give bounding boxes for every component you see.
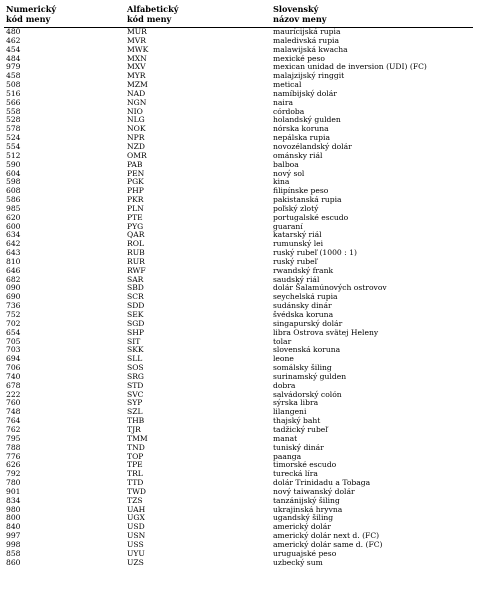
currency-name-cell: nepálska rupia [273,133,330,143]
numeric-code-cell: 626 [6,460,21,470]
currency-name-cell: metical [273,80,302,90]
table-row [0,28,479,37]
currency-name-cell: libra Ostrova svätej Heleny [273,327,379,337]
table-row [0,559,479,568]
alphabetic-code-cell: SZL [127,407,143,417]
numeric-code-cell: 705 [6,336,21,346]
currency-name-cell: naira [273,97,294,107]
alphabetic-code-cell: SLL [127,354,143,364]
currency-name-cell: rumunský lei [273,239,324,249]
currency-name-cell: balboa [273,159,299,169]
numeric-code-cell: 834 [6,495,21,505]
currency-name-cell: americký dolár same d. (FC) [273,539,383,549]
alphabetic-code-cell: SDD [127,301,145,311]
alphabetic-code-cell: SVC [127,389,144,399]
currency-name-cell: namíbijský dolár [273,88,337,98]
currency-name-cell: ukrajinská hryvna [273,504,343,514]
table-row [0,99,479,108]
numeric-code-cell: 484 [6,53,21,63]
table-row [0,205,479,214]
currency-name-cell: paanga [273,451,302,461]
table-row [0,161,479,170]
currency-name-cell: manat [273,433,298,443]
alphabetic-code-cell: UYU [127,548,145,558]
numeric-code-cell: 462 [6,35,21,45]
numeric-code-cell: 578 [6,124,21,134]
numeric-code-cell: 840 [6,522,21,532]
numeric-code-cell: 702 [6,318,21,328]
currency-name-cell: pakistanská rupia [273,195,342,205]
alphabetic-code-cell: MZM [127,80,148,90]
numeric-code-cell: 690 [6,292,21,302]
currency-name-cell: švédska koruna [273,310,334,319]
alphabetic-code-cell: TMM [127,433,148,443]
table-row [0,187,479,196]
alphabetic-code-cell: PTE [127,212,143,222]
table-row [0,391,479,400]
currency-name-cell: tanzánijský šiling [273,495,340,505]
header-numeric-code [6,4,56,24]
alphabetic-code-cell: MXN [127,53,147,63]
currency-name-cell: timorské escudo [273,460,337,470]
numeric-code-cell: 654 [6,327,21,337]
alphabetic-code-cell: PEN [127,168,145,178]
numeric-code-cell: 788 [6,442,21,452]
currency-name-cell: americký dolár next d. (FC) [273,531,380,541]
numeric-code-cell: 604 [6,168,21,178]
alphabetic-code-cell: SBD [127,283,144,293]
currency-name-cell: nový taiwanský dolár [273,486,355,496]
table-row [0,284,479,293]
alphabetic-code-cell: USS [127,539,144,549]
currency-name-cell: seychelská rupia [273,292,338,302]
numeric-code-cell: 706 [6,363,21,373]
numeric-code-cell: 643 [6,248,21,258]
table-row [0,90,479,99]
alphabetic-code-cell: SCR [127,292,144,302]
alphabetic-code-cell: UAH [127,504,146,514]
alphabetic-code-cell: PKR [127,195,144,205]
alphabetic-code-cell: NPR [127,133,145,143]
currency-name-cell: surinamský gulden [273,371,347,381]
numeric-code-cell: 222 [6,389,21,399]
header-numeric-line-2: kód meny [6,14,51,24]
alphabetic-code-cell: TTD [127,478,144,488]
header-alpha-line-2: kód meny [127,14,172,24]
table-row [0,178,479,187]
alphabetic-code-cell: TWD [127,486,146,496]
header-name-line-1: Slovenský [273,4,319,14]
alphabetic-code-cell: PLN [127,203,144,213]
numeric-code-cell: 800 [6,513,21,523]
numeric-code-cell: 634 [6,230,21,240]
table-row [0,170,479,179]
table-row [0,329,479,338]
table-row [0,258,479,267]
currency-name-cell: lilangeni [273,407,307,417]
table-row [0,63,479,72]
table-row [0,470,479,479]
currency-name-cell: singapurský dolár [273,318,343,328]
currency-name-cell: rwandský frank [273,265,334,275]
numeric-code-cell: 512 [6,150,21,160]
table-row [0,382,479,391]
currency-name-cell: saudský riál [273,274,320,284]
table-row [0,152,479,161]
numeric-code-cell: 997 [6,531,21,541]
table-row [0,240,479,249]
currency-name-cell: ruský rubeľ (1000 : 1) [273,248,357,258]
header-slovak-name [273,4,327,24]
table-row [0,267,479,276]
alphabetic-code-cell: PHP [127,186,144,196]
currency-name-cell: kina [273,177,290,187]
currency-name-cell: salvádorský colón [273,389,342,399]
numeric-code-cell: 678 [6,380,21,390]
numeric-code-cell: 985 [6,203,21,213]
numeric-code-cell: 090 [6,283,21,293]
alphabetic-code-cell: STD [127,380,144,390]
currency-name-cell: mexické peso [273,53,325,63]
table-row [0,72,479,81]
table-row [0,231,479,240]
numeric-code-cell: 792 [6,469,21,479]
alphabetic-code-cell: THB [127,416,145,426]
numeric-code-cell: 858 [6,548,21,558]
alphabetic-code-cell: NZD [127,141,146,151]
numeric-code-cell: 764 [6,416,21,426]
numeric-code-cell: 795 [6,433,21,443]
currency-name-cell: slovenská koruna [273,345,341,355]
header-numeric-line-1: Numerický [6,4,57,14]
currency-name-cell: dolár Šalamúnových ostrovov [273,283,387,293]
alphabetic-code-cell: TOP [127,451,144,461]
currency-name-cell: sýrska libra [273,398,319,408]
table-row [0,541,479,550]
table-row [0,373,479,382]
numeric-code-cell: 760 [6,398,21,408]
currency-name-cell: malajzijský ringgit [273,71,345,81]
alphabetic-code-cell: NLG [127,115,145,125]
table-row [0,479,479,488]
numeric-code-cell: 590 [6,159,21,169]
numeric-code-cell: 694 [6,354,21,364]
currency-name-cell: guaraní [273,221,303,231]
numeric-code-cell: 979 [6,62,21,72]
alphabetic-code-cell: TND [127,442,145,452]
table-row [0,276,479,285]
numeric-code-cell: 558 [6,106,21,116]
currency-name-cell: mexican unidad de inversion (UDI) (FC) [273,62,427,72]
alphabetic-code-cell: QAR [127,230,145,240]
currency-name-cell: maledivská rupia [273,35,340,45]
numeric-code-cell: 860 [6,557,21,567]
alphabetic-code-cell: NGN [127,97,147,107]
numeric-code-cell: 780 [6,478,21,488]
numeric-code-cell: 454 [6,44,21,54]
numeric-code-cell: 901 [6,486,21,496]
alphabetic-code-cell: TPE [127,460,143,470]
currency-name-cell: nový sol [273,168,305,178]
alphabetic-code-cell: SHP [127,327,144,337]
numeric-code-cell: 752 [6,310,21,319]
currency-name-cell: turecká líra [273,469,318,479]
table-row [0,444,479,453]
alphabetic-code-cell: MYR [127,71,146,81]
alphabetic-code-cell: UGX [127,513,145,523]
currency-name-cell: poľský zlotý [273,203,319,213]
table-header [0,4,479,28]
table-row [0,550,479,559]
alphabetic-code-cell: USD [127,522,145,532]
alphabetic-code-cell: RWF [127,265,146,275]
table-row [0,46,479,55]
currency-name-cell: sudánsky dinár [273,301,332,311]
alphabetic-code-cell: SRG [127,371,144,381]
table-row [0,134,479,143]
currency-name-cell: katarský riál [273,230,322,240]
table-row [0,214,479,223]
alphabetic-code-cell: SEK [127,310,144,319]
currency-name-cell: ugandský šiling [273,513,334,523]
table-row [0,364,479,373]
numeric-code-cell: 480 [6,27,21,36]
table-row [0,408,479,417]
table-row [0,81,479,90]
numeric-code-cell: 762 [6,424,21,434]
alphabetic-code-cell: PGK [127,177,144,187]
numeric-code-cell: 810 [6,256,21,266]
currency-name-cell: dolár Trinidadu a Tobaga [273,478,371,488]
alphabetic-code-cell: MXV [127,62,146,72]
currency-name-cell: thajský baht [273,416,321,426]
table-row [0,514,479,523]
table-row [0,223,479,232]
numeric-code-cell: 554 [6,141,21,151]
table-body [0,28,479,567]
alphabetic-code-cell: ROL [127,239,144,249]
table-row [0,417,479,426]
currency-name-cell: córdoba [273,106,305,116]
numeric-code-cell: 566 [6,97,21,107]
table-row [0,108,479,117]
alphabetic-code-cell: MWK [127,44,149,54]
table-row [0,532,479,541]
numeric-code-cell: 740 [6,371,21,381]
table-row [0,320,479,329]
alphabetic-code-cell: TZS [127,495,143,505]
table-row [0,506,479,515]
numeric-code-cell: 998 [6,539,21,549]
numeric-code-cell: 586 [6,195,21,205]
currency-name-cell: uruguajské peso [273,548,337,558]
currency-name-cell: leone [273,354,294,364]
alphabetic-code-cell: RUB [127,248,145,258]
currency-name-cell: tolar [273,336,292,346]
table-row [0,435,479,444]
alphabetic-code-cell: PYG [127,221,144,231]
currency-name-cell: ománsky riál [273,150,323,160]
alphabetic-code-cell: SAR [127,274,144,284]
numeric-code-cell: 703 [6,345,21,355]
table-row [0,293,479,302]
table-row [0,302,479,311]
numeric-code-cell: 682 [6,274,21,284]
table-row [0,346,479,355]
alphabetic-code-cell: NOK [127,124,146,134]
table-row [0,355,479,364]
alphabetic-code-cell: NIO [127,106,143,116]
numeric-code-cell: 600 [6,221,21,231]
numeric-code-cell: 776 [6,451,21,461]
currency-name-cell: somálsky šiling [273,363,332,373]
table-row [0,196,479,205]
table-row [0,338,479,347]
alphabetic-code-cell: MUR [127,27,147,36]
currency-name-cell: novozélandský dolár [273,141,352,151]
table-row [0,497,479,506]
alphabetic-code-cell: TRL [127,469,143,479]
currency-name-cell: nórska koruna [273,124,329,134]
numeric-code-cell: 646 [6,265,21,275]
alphabetic-code-cell: SIT [127,336,141,346]
table-row [0,143,479,152]
currency-name-cell: tadžický rubeľ [273,424,328,434]
header-alpha-line-1: Alfabetický [127,4,179,14]
currency-name-cell: tuniský dinár [273,442,324,452]
table-row [0,125,479,134]
numeric-code-cell: 458 [6,71,21,81]
numeric-code-cell: 736 [6,301,21,311]
alphabetic-code-cell: UZS [127,557,144,567]
currency-name-cell: maurícijská rupia [273,27,341,36]
currency-name-cell: uzbecký sum [273,557,323,567]
numeric-code-cell: 608 [6,186,21,196]
table-row [0,399,479,408]
numeric-code-cell: 508 [6,80,21,90]
table-row [0,249,479,258]
table-row [0,523,479,532]
numeric-code-cell: 980 [6,504,21,514]
header-name-line-2: názov meny [273,14,327,24]
numeric-code-cell: 748 [6,407,21,417]
table-row [0,311,479,320]
table-row [0,116,479,125]
currency-name-cell: holandský gulden [273,115,341,125]
alphabetic-code-cell: SOS [127,363,144,373]
alphabetic-code-cell: RUR [127,256,145,266]
table-row [0,37,479,46]
alphabetic-code-cell: SYP [127,398,143,408]
alphabetic-code-cell: OMR [127,150,147,160]
currency-name-cell: filipínske peso [273,186,329,196]
alphabetic-code-cell: SKK [127,345,144,355]
alphabetic-code-cell: USN [127,531,146,541]
numeric-code-cell: 598 [6,177,21,187]
alphabetic-code-cell: PAB [127,159,143,169]
numeric-code-cell: 528 [6,115,21,125]
currency-name-cell: americký dolár [273,522,331,532]
currency-name-cell: dobra [273,380,296,390]
numeric-code-cell: 620 [6,212,21,222]
table-row [0,488,479,497]
currency-name-cell: ruský rubeľ [273,256,318,266]
alphabetic-code-cell: NAD [127,88,146,98]
numeric-code-cell: 524 [6,133,21,143]
alphabetic-code-cell: SGD [127,318,145,328]
table-row [0,453,479,462]
table-row [0,426,479,435]
numeric-code-cell: 516 [6,88,21,98]
numeric-code-cell: 642 [6,239,21,249]
currency-name-cell: portugalské escudo [273,212,349,222]
table-row [0,461,479,470]
currency-name-cell: malawijská kwacha [273,44,348,54]
alphabetic-code-cell: MVR [127,35,146,45]
header-alphabetic-code [127,4,179,24]
alphabetic-code-cell: TJR [127,424,141,434]
